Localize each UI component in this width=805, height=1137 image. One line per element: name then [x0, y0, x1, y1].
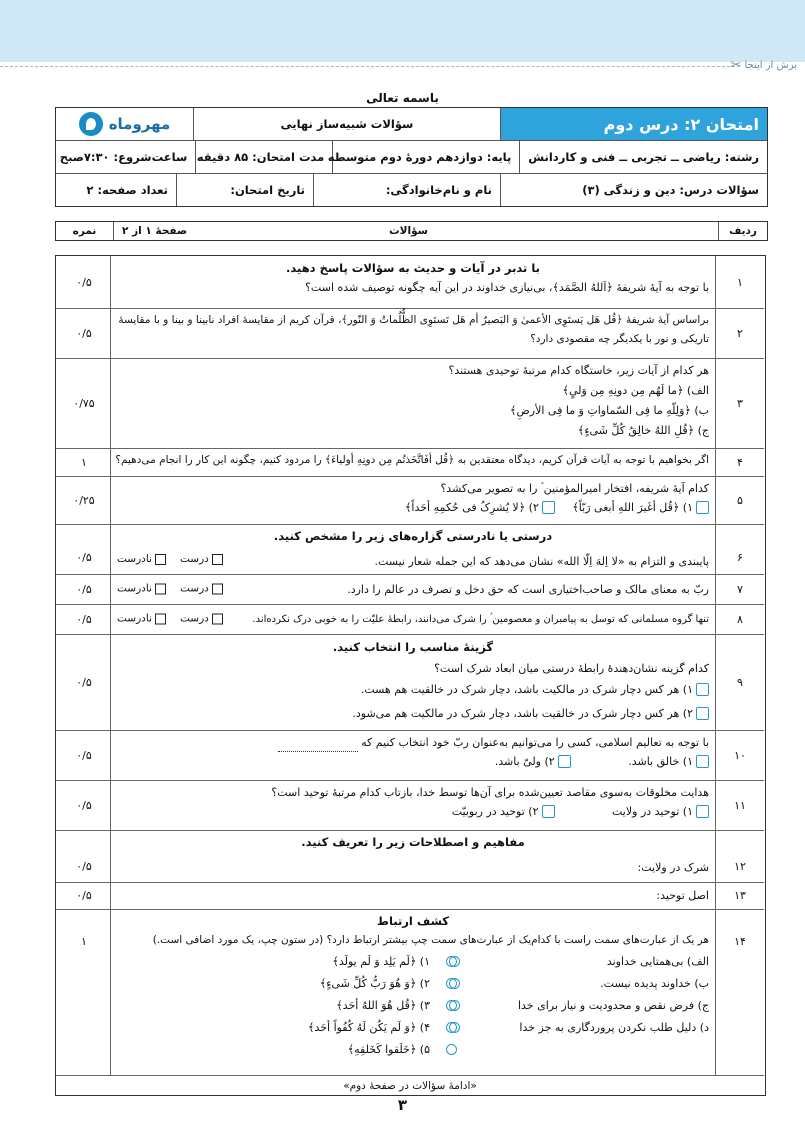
question-score: ۰/۵: [76, 550, 92, 564]
question-cell: [110, 476, 715, 524]
match-grid: [117, 950, 709, 1058]
checkbox[interactable]: [696, 683, 709, 696]
checkbox[interactable]: [558, 755, 571, 768]
question-cell: [110, 909, 715, 1075]
question-row-8: [56, 604, 764, 635]
start-label: ساعت‌شروع: ۷:۳۰صبح: [59, 150, 188, 164]
match-option-label: ۳) ﴿قُل هُوَ اللهُ أحَد﴾: [336, 998, 430, 1012]
match-item[interactable]: [449, 1016, 709, 1038]
question-score: ۰/۵: [76, 326, 92, 340]
question-number: ۱۱: [715, 780, 764, 830]
question-number: ۵: [715, 476, 764, 524]
true-option[interactable]: [180, 610, 223, 629]
question-row-10: [56, 730, 764, 781]
header-row-2: [56, 141, 767, 174]
match-option[interactable]: [187, 1038, 457, 1060]
cut-line: [0, 66, 740, 67]
option-label: ۲) هر کس دچار شرک در خالقیت باشد، دچار شرک در مالکیت هم می‌شود.: [352, 707, 693, 720]
false-label: نادرست: [117, 582, 152, 595]
match-circle[interactable]: [446, 1044, 457, 1055]
question-cell: [110, 308, 715, 358]
checkbox[interactable]: [696, 755, 709, 768]
section-title: درستی یا نادرستی گزاره‌های زیر را مشخص کنید.: [273, 529, 553, 543]
bismillah: باسمه تعالی: [366, 91, 439, 105]
question-text: کدام گزینه نشان‌دهندهٔ رابطهٔ درستی میان ابعاد شرک است؟: [434, 662, 709, 675]
match-option-label: ۵) ﴿خَلَقوا کَخَلقِهِ﴾: [347, 1042, 430, 1056]
option-2[interactable]: [352, 703, 709, 724]
item-b: ب) ﴿وَلِلّهِ ما فِی السّماواتِ وَ ما فِی الأرضِ﴾: [510, 404, 709, 417]
question-row-4: [56, 448, 764, 477]
question-number: ۸: [715, 604, 764, 634]
match-title: کشف ارتباط: [377, 914, 449, 928]
match-option[interactable]: [187, 972, 457, 994]
question-score: ۰/۵: [76, 859, 92, 873]
match-option[interactable]: [187, 950, 457, 972]
exam-title: امتحان ۲: درس دوم: [500, 108, 767, 140]
column-header: [55, 221, 768, 241]
match-item-label: ج) فرض نقص و محدودیت و نیاز برای خدا: [517, 998, 709, 1012]
duration-label: مدت امتحان: ۸۵ دقیقه: [195, 141, 332, 173]
option-label: ۲) ﴿لا یُشرِکُ فی حُکمِهِ أحَداً﴾: [404, 501, 539, 514]
question-text: کدام آیهٔ شریفه، افتخار امیرالمؤمنین ؑ را به تصویر می‌کشد؟: [440, 482, 709, 495]
match-left-column: [187, 950, 457, 1060]
page-number: ۳: [397, 1096, 408, 1114]
question-row-11: [56, 780, 764, 831]
option-1[interactable]: [612, 802, 709, 821]
question-cell: [110, 256, 715, 308]
checkbox[interactable]: [212, 583, 223, 594]
checkbox[interactable]: [155, 613, 166, 624]
date-label: تاریخ امتحان:: [176, 174, 313, 206]
question-row-9: [56, 634, 764, 731]
checkbox[interactable]: [212, 613, 223, 624]
question-cell: [110, 574, 715, 604]
course-label: سؤالات درس: دین و زندگی (۳): [500, 174, 767, 206]
question-score: ۰/۵: [76, 582, 92, 596]
question-text: ربّ به معنای مالک و صاحب‌اختیاری است که حق دخل و تصرف در عالم را دارد.: [347, 582, 709, 596]
options: [117, 802, 709, 824]
false-option[interactable]: [117, 580, 166, 599]
question-row-2: [56, 308, 764, 359]
question-cell: [110, 448, 715, 476]
true-label: درست: [179, 553, 209, 565]
match-item-label: د) دلیل طلب نکردن پروردگاری به جز خدا: [519, 1020, 709, 1034]
question-text: شرک در ولایت:: [637, 861, 709, 874]
question-text-line-1: براساس آیهٔ شریفهٔ ﴿قُل هَل یَستَوِی الأعمیٰ وَ البَصیرُ أم هَل تَستَوِی الظُّلُماتُ وَ النّور﴾، قرآن کریم از مقایسهٔ افراد نابینا و بینا و با مقایسهٔ: [118, 314, 709, 326]
false-label: نادرست: [117, 553, 152, 565]
questions-table: [55, 255, 766, 1096]
question-cell: [110, 634, 715, 730]
question-cell: [110, 830, 715, 882]
question-text: اگر بخواهیم با توجه به آیات قرآن کریم، دیدگاه معتقدین به ﴿قُل أفَاتَّخَذتُم مِن دونِهِ أولیاءَ﴾ را مردود کنیم، چگونه این کار را انجام می‌دهیم؟: [115, 454, 709, 466]
option-1[interactable]: [628, 752, 709, 771]
pages-label: تعداد صفحه: ۲: [86, 183, 168, 197]
match-option-label: ۱) ﴿لَم یَلِد وَ لَم یولَد﴾: [332, 954, 430, 968]
question-row-14: [56, 909, 764, 1076]
question-score: ۰/۵: [76, 748, 92, 762]
question-row-13: [56, 882, 764, 910]
top-band: [0, 0, 805, 62]
true-label: درست: [179, 612, 209, 625]
question-cell: [110, 524, 715, 574]
question-row-6: [56, 524, 764, 575]
match-option[interactable]: [187, 1016, 457, 1038]
question-text: تنها گروه مسلمانی که توسل به پیامبران و معصومین ؑ را شرک می‌دانند، رابطهٔ علیّت را به خوبی درک نکرده‌اند.: [252, 613, 709, 625]
question-score: ۰/۵: [76, 889, 92, 902]
col-questions: سؤالات: [389, 225, 428, 237]
question-number: ۱۳: [715, 882, 764, 909]
question-number: ۱۴: [715, 909, 764, 1075]
question-text-line: [117, 733, 709, 752]
options: [117, 498, 709, 520]
match-right-column: [449, 950, 709, 1038]
true-false: [117, 580, 223, 599]
true-label: درست: [179, 582, 209, 595]
butterfly-icon: [79, 112, 103, 136]
question-text: هدایت مخلوقات به‌سوی مقاصد تعیین‌شده برای آن‌ها توسط خدا، بازتاب کدام مرتبهٔ توحید است؟: [271, 786, 709, 799]
option-label: ۱) هر کس دچار شرک در مالکیت باشد، دچار شرک در خالقیت هم هست.: [360, 683, 693, 696]
question-cell: [110, 780, 715, 830]
question-number: ۹: [715, 634, 764, 730]
question-number: ۷: [715, 574, 764, 604]
continue-note: «ادامهٔ سؤالات در صفحهٔ دوم»: [343, 1080, 477, 1092]
question-cell: [110, 604, 715, 634]
options: [117, 752, 709, 774]
question-text: هر کدام از آیات زیر، خاستگاه کدام مرتبهٔ توحیدی هستند؟: [448, 364, 709, 377]
scissors-icon: ✂: [730, 58, 742, 73]
question-text: پایبندی و التزام به «لا اِلهَ اِلّا الله» نشان می‌دهد که این جمله شعار نیست.: [374, 555, 709, 568]
question-text: با توجه به تعالیم اسلامی، کسی را می‌توانیم به‌عنوان ربّ خود انتخاب کنیم که: [361, 736, 709, 749]
question-number: ۳: [715, 358, 764, 448]
exam-subtitle: سؤالات شبیه‌ساز نهایی: [193, 108, 500, 140]
true-false: [117, 610, 223, 629]
false-option[interactable]: [117, 550, 166, 569]
checkbox[interactable]: [212, 554, 223, 565]
question-number: ۲: [715, 308, 764, 358]
match-circle[interactable]: [446, 1022, 457, 1033]
question-score: ۱: [81, 455, 87, 469]
checkbox[interactable]: [696, 805, 709, 818]
match-option-label: ۲) ﴿وَ هُوَ رَبُّ کُلِّ شَیءٍ﴾: [319, 976, 430, 990]
question-number: ۱۲: [715, 830, 764, 882]
match-circle[interactable]: [446, 1000, 457, 1011]
option-1[interactable]: [361, 679, 709, 700]
checkbox[interactable]: [696, 501, 709, 514]
checkbox[interactable]: [155, 583, 166, 594]
question-score: ۰/۵: [76, 675, 92, 689]
name-label: نام و نام‌خانوادگی:: [313, 174, 500, 206]
option-2[interactable]: [452, 802, 555, 821]
match-item[interactable]: [449, 994, 709, 1016]
checkbox[interactable]: [542, 805, 555, 818]
question-score: ۱: [81, 935, 87, 948]
question-row-5: [56, 476, 764, 525]
question-row-1: [56, 256, 764, 309]
question-cell: [110, 358, 715, 448]
logo: [56, 108, 193, 140]
option-2[interactable]: [495, 752, 571, 771]
col-questions-cell: [113, 222, 718, 240]
question-text: اصل توحید:: [656, 889, 709, 902]
section-title: مفاهیم و اصطلاحات زیر را تعریف کنید.: [301, 835, 525, 849]
question-number: ۴: [715, 448, 764, 476]
question-number: ۶: [715, 524, 764, 574]
match-item-label: الف) بی‌همتایی خداوند: [606, 954, 709, 968]
false-label: نادرست: [117, 612, 152, 625]
match-item[interactable]: [449, 972, 709, 994]
true-option[interactable]: [180, 550, 223, 569]
question-text: با توجه به آیهٔ شریفهٔ ﴿اَللهُ الصَّمَد﴾، بی‌نیازی خداوند در این آیه چگونه توصیف شده است؟: [305, 281, 709, 294]
exam-header: [55, 107, 768, 207]
true-option[interactable]: [180, 580, 223, 599]
col-page: صفحهٔ ۱ از ۲: [122, 225, 188, 237]
question-row-3: [56, 358, 764, 449]
match-circle[interactable]: [446, 956, 457, 967]
cut-label: [731, 58, 797, 73]
option-1[interactable]: [572, 498, 709, 517]
match-item-label: ب) خداوند پدیده نیست.: [600, 976, 709, 990]
question-score: ۰/۲۵: [73, 493, 95, 507]
match-option-label: ۴) ﴿وَ لَم یَکُن لَهُ کُفُواً أحَد﴾: [308, 1020, 430, 1034]
checkbox[interactable]: [542, 501, 555, 514]
question-row-12: [56, 830, 764, 883]
col-score: نمره: [72, 225, 97, 237]
col-row: ردیف: [718, 222, 767, 240]
question-row-7: [56, 574, 764, 605]
checkbox[interactable]: [155, 554, 166, 565]
question-score: ۰/۵: [76, 798, 92, 812]
item-a: الف) ﴿ما لَهُم مِن دونِهِ مِن وَلیٍ﴾: [562, 384, 709, 397]
match-option[interactable]: [187, 994, 457, 1016]
question-cell: [110, 882, 715, 909]
item-c: ج) ﴿قُلِ اللهُ خالِقُ کُلِّ شَیءٍ﴾: [577, 424, 709, 437]
section-title: با تدبر در آیات و حدیث به سؤالات پاسخ دهید.: [285, 261, 541, 275]
option-label: ۱) ﴿قُل أغَیرَ اللهِ أبغی رَبّاً﴾: [572, 501, 693, 514]
grade-label: پایه: دوازدهم دورهٔ دوم متوسطه: [332, 141, 519, 173]
question-text: هر یک از عبارت‌های سمت راست با کدام‌یک از عبارت‌های سمت چپ بیشتر ارتباط دارد؟ (در ستون چپ، یک مورد اضافی است.): [152, 934, 709, 946]
true-false: [117, 550, 223, 569]
question-score: ۰/۷۵: [73, 396, 95, 410]
option-2[interactable]: [405, 498, 555, 517]
answer-blank[interactable]: [278, 741, 358, 752]
question-cell: [110, 730, 715, 780]
option-label: ۲) ولیّ باشد.: [494, 755, 555, 768]
logo-text: مهروماه: [108, 115, 171, 133]
question-number: ۱۰: [715, 730, 764, 780]
false-option[interactable]: [117, 610, 166, 629]
option-label: ۲) توحید در ربوبیّت: [451, 805, 539, 818]
section-title: گزینهٔ مناسب را انتخاب کنید.: [332, 640, 494, 654]
match-item[interactable]: [449, 950, 709, 972]
question-score: ۰/۵: [76, 612, 92, 626]
option-label: ۱) خالق باشد.: [628, 755, 693, 768]
checkbox[interactable]: [696, 707, 709, 720]
header-row-3: [56, 174, 767, 206]
question-number: ۱: [715, 256, 764, 308]
question-text-line-2: تاریکی و نور با یکدیگر چه مقصودی دارد؟: [530, 333, 709, 345]
cut-label-text: برش از اینجا: [744, 60, 797, 71]
option-label: ۱) توحید در ولایت: [612, 805, 693, 818]
match-circle[interactable]: [446, 978, 457, 989]
header-row-1: [56, 108, 767, 141]
field-label: رشته: ریاضی ــ تجربی ــ فنی و کاردانش: [519, 141, 767, 173]
question-score: ۰/۵: [76, 275, 92, 289]
